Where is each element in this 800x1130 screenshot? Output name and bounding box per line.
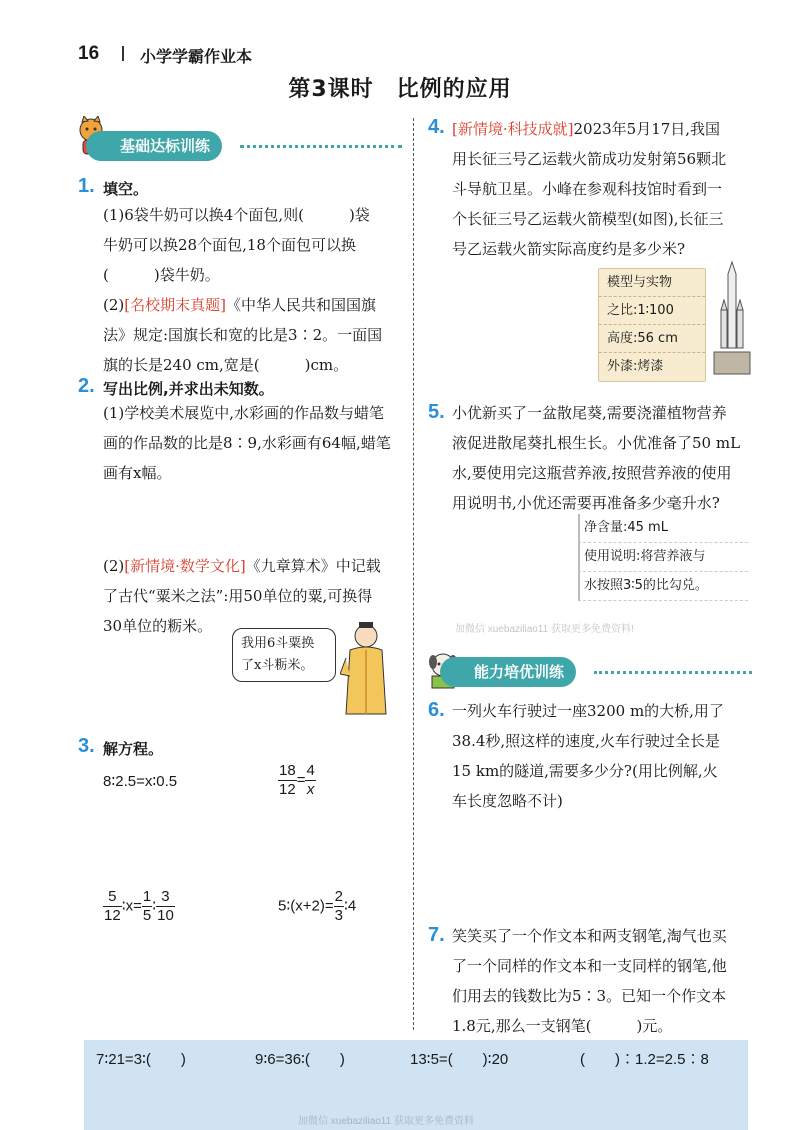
section-basic-training: 基础达标训练 (86, 131, 222, 161)
book-title: 小学学霸作业本 (140, 47, 253, 66)
q1-part1-line1: (1)6袋牛奶可以换4个面包,则( )袋 (103, 206, 370, 224)
q3-number: 3. (78, 735, 95, 757)
q5-number: 5. (428, 401, 445, 423)
q2-part2-line1: (2)[新情境·数学文化]《九章算术》中记载 (103, 557, 381, 575)
lesson-title: 第3课时 比例的应用 (288, 77, 512, 102)
q7-line4: 1.8元,那么一支钢笔( )元。 (452, 1017, 673, 1035)
watermark-middle: 加微信 xuebaziliao11 获取更多免费资料! (455, 624, 634, 635)
q6-line2: 38.4秒,照这样的速度,火车行驶过全长是 (452, 732, 720, 750)
tag-math-culture: [新情境·数学文化] (124, 557, 246, 575)
q7-number: 7. (428, 924, 445, 946)
q2-part2-line2: 了古代“粟米之法”:用50单位的粟,可换得 (103, 587, 373, 605)
q5-line2: 液促进散尾葵扎根生长。小优准备了50 mL (452, 434, 741, 452)
q1-part1-line2: 牛奶可以换28个面包,18个面包可以换 (103, 236, 356, 254)
speech-bubble: 我用6斗粟换 了x斗粝米。 (232, 628, 336, 682)
q6-line1: 一列火车行驶过一座3200 m的大桥,用了 (452, 702, 724, 720)
q1-part1-line3: ( )袋牛奶。 (103, 266, 220, 284)
q2-number: 2. (78, 375, 95, 397)
tag-tech-achievement: [新情境·科技成就] (452, 120, 574, 138)
q3-title: 解方程。 (103, 740, 164, 758)
q2-title: 写出比例,并求出未知数。 (103, 380, 274, 398)
q6-line4: 车长度忽略不计) (452, 792, 563, 810)
q1-number: 1. (78, 175, 95, 197)
q1-title: 填空。 (103, 180, 149, 198)
q4-line1: [新情境·科技成就]2023年5月17日,我国 (452, 120, 721, 138)
q7-line3: 们用去的钱数比为5∶3。已知一个作文本 (452, 987, 727, 1005)
q4-line3: 斗导航卫星。小峰在参观科技馆时看到一 (452, 180, 723, 198)
q4-number: 4. (428, 116, 445, 138)
q4-line2: 用长征三号乙运载火箭成功发射第56颗北 (452, 150, 727, 168)
ancient-scholar-icon (340, 618, 392, 718)
tag-exam-question: [名校期末真题] (124, 296, 226, 314)
section-advanced-training: 能力培优训练 (440, 657, 576, 687)
header-divider (122, 46, 124, 61)
rocket-model-card: 模型与实物 之比:1∶100 高度:56 cm 外漆:烤漆 (598, 268, 706, 382)
q2-part1-line1: (1)学校美术展览中,水彩画的作品数与蜡笔 (103, 404, 385, 422)
column-divider (413, 118, 414, 1030)
bottom-exercise-2: 9∶6=36∶( ) (255, 1051, 345, 1068)
q3-equation-3: $\frac{5}{12}$ ∶x= $\frac{1}{5}$ ∶ $\frac{3}{10}$ (104, 888, 174, 924)
q5-line3: 水,要使用完这瓶营养液,按照营养液的使用 (452, 464, 732, 482)
q4-line5: 号乙运载火箭实际高度约是多少米? (452, 240, 686, 258)
q6-line3: 15 km的隧道,需要多少分?(用比例解,火 (452, 762, 718, 780)
rocket-model-icon (710, 260, 754, 378)
q3-equation-4: 5∶(x+2)= $\frac{2}{3}$ ∶4 (278, 888, 357, 924)
q3-equation-1: 8∶2.5=x∶0.5 (103, 773, 178, 790)
q2-part2-line3: 30单位的粝米。 (103, 617, 213, 635)
q3-equation-2: $\frac{18}{12}$ = $\frac{4}{x}$ (279, 762, 315, 798)
q5-line4: 用说明书,小优还需要再准备多少毫升水? (452, 494, 720, 512)
page-number: 16 (78, 43, 100, 64)
section-dots (240, 145, 402, 148)
q4-line4: 个长征三号乙运载火箭模型(如图),长征三 (452, 210, 724, 228)
q5-line1: 小优新买了一盆散尾葵,需要浇灌植物营养 (452, 404, 727, 422)
nutrient-instruction-note: 净含量:45 mL 使用说明:将营养液与 水按照3∶5的比勾兑。 (578, 514, 748, 600)
q1-part2-line2: 法》规定:国旗长和宽的比是3∶2。一面国 (103, 326, 383, 344)
q1-part2-line1: (2)[名校期末真题]《中华人民共和国国旗 (103, 296, 376, 314)
q2-part1-line2: 画的作品数的比是8∶9,水彩画有64幅,蜡笔 (103, 434, 391, 452)
q1-part2-line3: 旗的长是240 cm,宽是( )cm。 (103, 356, 349, 374)
q2-part1-line3: 画有x幅。 (103, 464, 172, 482)
watermark-bottom: 加微信 xuebaziliao11 获取更多免费资料 (298, 1116, 474, 1127)
bottom-exercise-3: 13∶5=( )∶20 (410, 1051, 509, 1068)
q6-number: 6. (428, 699, 445, 721)
q7-line1: 笑笑买了一个作文本和两支钢笔,淘气也买 (452, 927, 727, 945)
q7-line2: 了一个同样的作文本和一支同样的钢笔,他 (452, 957, 727, 975)
section-dots (594, 671, 752, 674)
bottom-exercise-4: ( )∶1.2=2.5∶8 (580, 1051, 709, 1068)
bottom-exercise-1: 7∶21=3∶( ) (96, 1051, 186, 1068)
